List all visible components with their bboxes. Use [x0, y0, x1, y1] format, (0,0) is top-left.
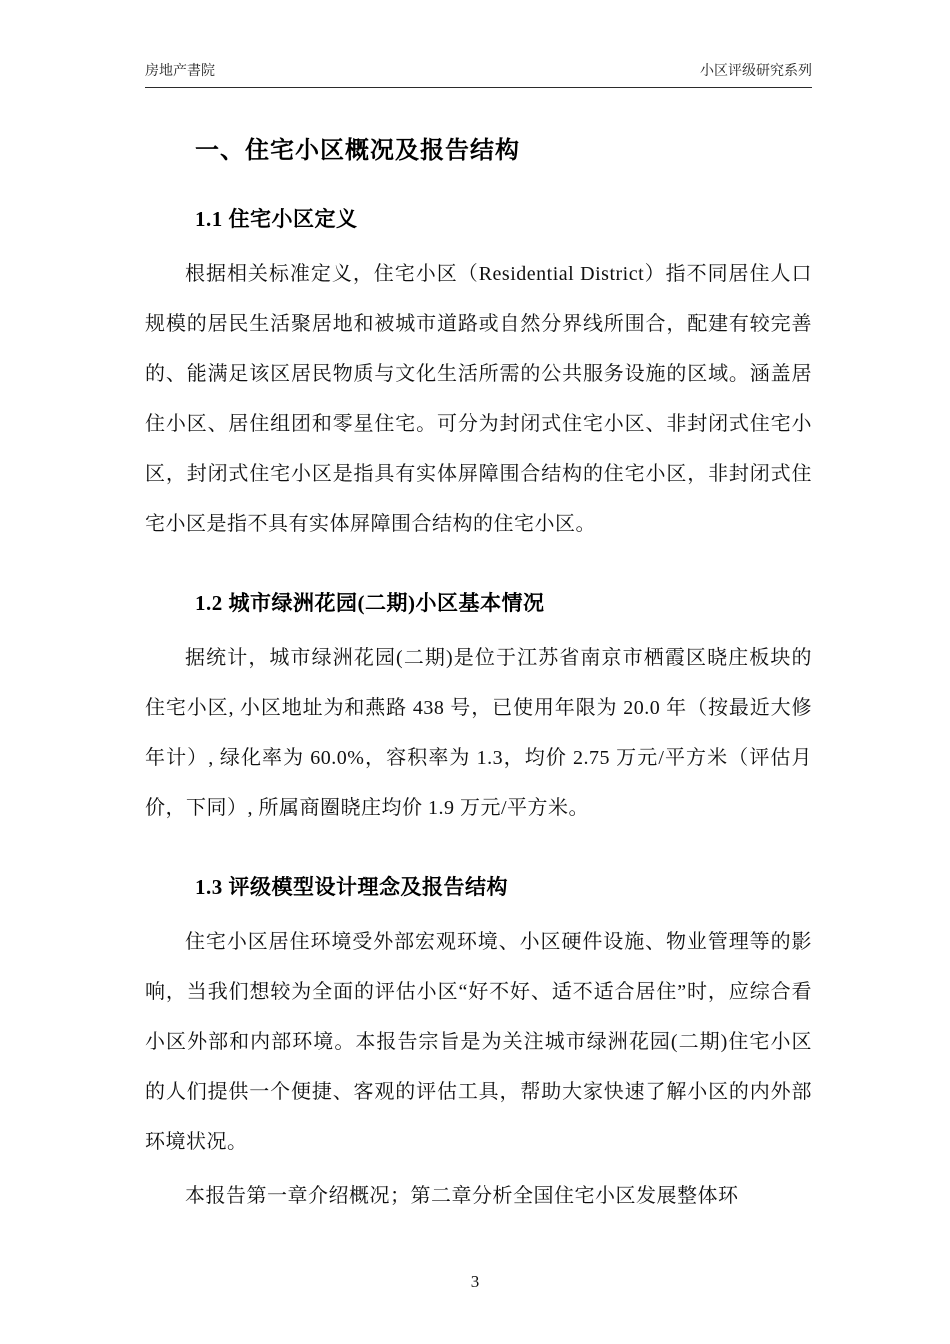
section-1-3-paragraph-2: 本报告第一章介绍概况；第二章分析全国住宅小区发展整体环 [185, 1185, 739, 1207]
main-heading: 一、住宅小区概况及报告结构 [195, 138, 520, 164]
page-header [145, 60, 812, 88]
header-right-text: 小区评级研究系列 [700, 62, 812, 78]
section-heading-1-3: 1.3 评级模型设计理念及报告结构 [195, 875, 508, 899]
page-footer [0, 1272, 950, 1292]
section-heading-1-1: 1.1 住宅小区定义 [195, 207, 358, 231]
section-1-2-paragraph: 据统计，城市绿洲花园(二期)是位于江苏省南京市栖霞区晓庄板块的住宅小区, 小区地址为和燕路 438 号，已使用年限为 20.0 年（按最近大修年计）, 绿化率为 60.0%，容积率为 1.3，均价 2.75 万元/平方米（评估月价，下同）, 所属商圈晓庄均价 1.9 万元/平方米。 [145, 647, 812, 819]
section-1-1-paragraph: 根据相关标准定义，住宅小区（Residential District）指不同居住人口规模的居民生活聚居地和被城市道路或自然分界线所围合，配建有较完善的、能满足该区居民物质与文化生活所需的公共服务设施的区域。涵盖居住小区、居住组团和零星住宅。可分为封闭式住宅小区、非封闭式住宅小区，封闭式住宅小区是指具有实体屏障围合结构的住宅小区，非封闭式住宅小区是指不具有实体屏障围合结构的住宅小区。 [145, 263, 812, 535]
header-left-text: 房地产書院 [145, 62, 215, 78]
section-1-3-paragraph-1: 住宅小区居住环境受外部宏观环境、小区硬件设施、物业管理等的影响，当我们想较为全面的评估小区“好不好、适不适合居住”时，应综合看小区外部和内部环境。本报告宗旨是为关注城市绿洲花园(二期)住宅小区的人们提供一个便捷、客观的评估工具，帮助大家快速了解小区的内外部环境状况。 [145, 931, 812, 1153]
section-heading-1-2: 1.2 城市绿洲花园(二期)小区基本情况 [195, 591, 545, 615]
page-number: 3 [470, 1272, 480, 1291]
